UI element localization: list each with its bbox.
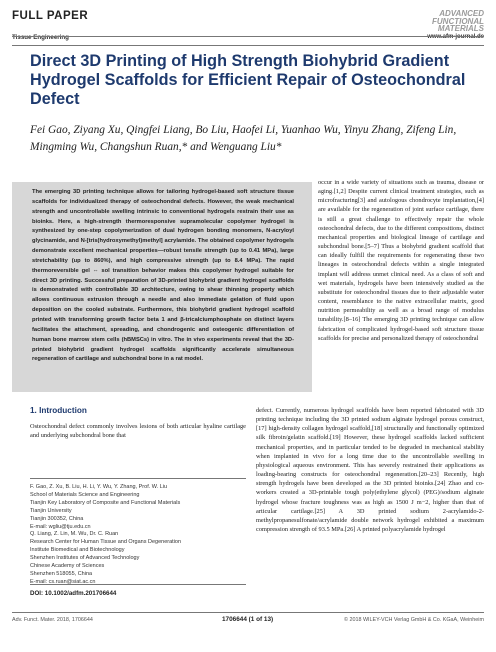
doi-link[interactable]: DOI: 10.1002/adfm.201706644 xyxy=(30,590,117,597)
body-text-column: defect. Currently, numerous hydrogel scaffolds have been reported fabricated with 3D printing technique including the 3D printed sodium alginate hydrogel porous construct,[17] high-density collagen hydrogel scaffold,[18] structurally and functionally optimized silk fibroin/gelatin scaffold.[19] However, these hydrogel scaffolds lacked sufficient mechanical properties, and in particular tended to be degraded in mechanical stability when implanted in vivo for a long time due to the uncontrollable swelling in physiological aqueous environment. This has severely restrained their applications as loading-bearing constructs for osteochondral regeneration.[20–23] Recently, high strength hydrogels have been developed as the 3D printed bioinks.[24] Zhao and co-workers created a 3D-printable tough poly(ethylene glycol) (PEG)/sodium alginate hydrogel whose fracture toughness was as high as 1500 J m−2, higher than that of articular cartilage.[25] A 3D printed sodium 2-acrylamido-2-methylpropanesulfonate/acrylamide double network hydrogel exhibited a maximum compression strength of 93.5 MPa.[26] A printed polyacrylamide hydrogel xyxy=(256,407,484,534)
affiliation-rule xyxy=(30,478,246,479)
header-rule-bottom xyxy=(12,45,484,46)
doi-rule xyxy=(30,584,246,585)
affiliation-line: School of Materials Science and Engineering xyxy=(30,491,140,498)
affiliation-line: Shenzhen Institutes of Advanced Technology xyxy=(30,555,140,562)
affiliation-line: E-mail: wgliu@tju.edu.cn xyxy=(30,523,91,530)
page-header xyxy=(12,10,484,44)
abstract-text: The emerging 3D printing technique allows for tailoring hydrogel-based soft structure tissue scaffolds for individualized therapy of osteochondral defects. However, the weak mechanical strength and uncontrollable swelling intrinsic to conventional hydrogels restrain their use as bioinks. Here, a high-strength thermoresponsive supramolecular copolymer hydrogel is synthesized by one-step copolymerization of dual hydrogen bonding monomers, N-acryloyl glycinamide, and N-[tris(hydroxymethyl)methyl] acrylamide. The obtained copolymer hydrogels demonstrate excellent mechanical properties—robust tensile strength (up to 0.41 MPa), large stretchability (up to 860%), and high compressive strength (up to 8.4 MPa). The rapid thermoreversible gel ⇔ sol transition behavior makes this copolymer hydrogel suitable for direct 3D printing. Successful preparation of 3D-printed biohybrid gradient hydrogel scaffolds is demonstrated with controllable 3D architecture, owing to shear thinning property which allows continuous extrusion through a needle and also immediate gelation of fluid upon deposition on the cooled substrate. Furthermore, this biohybrid gradient hydrogel scaffold printed with transforming growth factor beta 1 and β-tricalciumphosphate on distinct layers facilitates the attachment, spreading, and chondrogenic and osteogenic differentiation of human bone marrow stem cells (hBMSCs) in vitro. The in vivo experiments reveal that the 3D-printed biohybrid gradient hydrogel scaffolds significantly accelerate simultaneous regeneration of cartilage and subchondral bone in a rat model. xyxy=(32,189,294,363)
affiliation-line: Chinese Academy of Sciences xyxy=(30,563,105,570)
right-column-text: occur in a wide variety of situations such as trauma, disease or aging.[1,2] Despite current clinical treatment strategies, such as microfracturing[3] and autologous chondrocyte implantation,[4] are available for the regeneration of joint surface cartilage, there is still a great challenge to effectively repair the whole osteochondral defects, due to the different compositions, distinct mechanical properties and biological lineage of cartilage and subchondral bone.[5–7] Thus a biohybrid gradient scaffold that can ideally fulfill the requirements for regenerating these two lineages in osteochondral defects within a single integrated implant will address unmet clinical need. As a class of soft and wet materials, hydrogels have been intensively studied as the substitute for osteochondral tissues due to their adjustable water content, resemblance to the native extracellular matrix, good nutrition permeability as well as a broad range of modulus tunability.[8–16] The emerging 3D printing technique can allow fabrication of complicated hydrogel-based soft structure tissue scaffolds for precise and personalized therapy of osteochondral xyxy=(318,179,484,342)
section-label: FULL PAPER xyxy=(12,10,89,22)
affiliation-line: Research Center for Human Tissue and Organs Degeneration xyxy=(30,539,182,546)
journal-logo xyxy=(432,10,484,33)
footer-copyright: © 2018 WILEY-VCH Verlag GmbH & Co. KGaA, Weinheim xyxy=(344,617,484,623)
intro-paragraph: Osteochondral defect commonly involves lesions of both articular hyaline cartilage and underlying subchondral bone that xyxy=(30,423,246,440)
affiliation-line: Tianjin 300352, China xyxy=(30,515,84,522)
logo-line-3: MATERIALS xyxy=(437,24,484,33)
affiliation-line: Shenzhen 518055, China xyxy=(30,570,93,577)
affiliation-line: Institute Biomedical and Biotechnology xyxy=(30,547,125,554)
article-title: Direct 3D Printing of High Strength Biohybrid Gradient Hydrogel Scaffolds for Efficient Repair of Osteochondral Defect xyxy=(30,52,466,108)
footer-citation: Adv. Funct. Mater. 2018, 1706644 xyxy=(12,617,93,623)
affiliation-line: Q. Liang, Z. Lin, M. Wu, Dr. C. Ruan xyxy=(30,531,119,538)
affiliation-line: F. Gao, Z. Xu, B. Liu, H. Li, Y. Wu, Y. Zhang, Prof. W. Liu xyxy=(30,484,168,490)
footer-page-number: 1706644 (1 of 13) xyxy=(222,616,274,623)
header-rule-top xyxy=(12,36,484,37)
footer-rule xyxy=(12,612,484,613)
journal-url: www.afm-journal.de xyxy=(427,34,484,40)
subject-label: Tissue Engineering xyxy=(12,34,69,41)
page-footer xyxy=(12,615,484,627)
logo-line-1: ADVANCED xyxy=(439,9,484,18)
section-heading: 1. Introduction xyxy=(30,406,87,415)
affiliations xyxy=(30,484,246,587)
author-list: Fei Gao, Ziyang Xu, Qingfei Liang, Bo Liu, Haofei Li, Yuanhao Wu, Yinyu Zhang, Zifeng Lin, Mingming Wu, Changshun Ruan,* and Wenguang Liu* xyxy=(30,124,457,153)
affiliation-line: E-mail: cs.ruan@siat.ac.cn xyxy=(30,578,96,585)
affiliation-line: Tianjin University xyxy=(30,507,72,514)
abstract-box xyxy=(12,182,312,392)
logo-line-2: FUNCTIONAL xyxy=(432,16,484,26)
affiliation-line: Tianjin Key Laboratory of Composite and Functional Materials xyxy=(30,499,181,506)
